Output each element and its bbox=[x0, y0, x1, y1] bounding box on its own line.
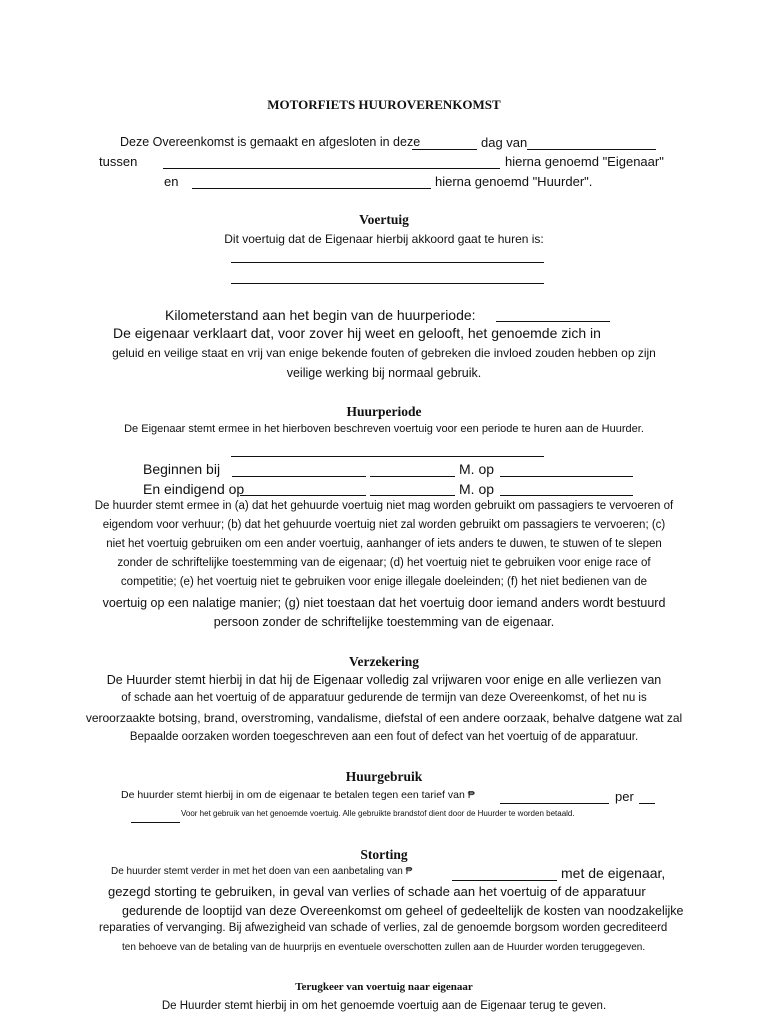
begin-date-blank[interactable] bbox=[232, 476, 366, 477]
document-title: MOTORFIETS HUUROVERENKOMST bbox=[267, 97, 501, 112]
section-heading-voertuig: Voertuig bbox=[359, 212, 409, 227]
day-blank[interactable] bbox=[412, 149, 477, 150]
end-time-blank[interactable] bbox=[370, 495, 455, 496]
section-heading-huurperiode: Huurperiode bbox=[346, 404, 422, 419]
intro-en: en bbox=[164, 174, 179, 189]
intro-line-1: Deze Overeenkomst is gemaakt en afgesloten in deze bbox=[120, 135, 421, 149]
verzekering-para-3: veroorzaakte botsing, brand, overstroming, vandalisme, diefstal of een andere oorzaak, behalve datgene wat zal bbox=[85, 711, 683, 725]
huurperiode-para-4: zonder de schriftelijke toestemming van de eigenaar; (d) het voertuig niet te gebruiken voor enige race of bbox=[117, 557, 651, 569]
huurperiode-para-5: competitie; (e) het voertuig niet te gebruiken voor enige illegale doeleinden; (f) het niet bedienen van de bbox=[120, 576, 648, 588]
owner-name-blank[interactable] bbox=[163, 168, 500, 169]
end-date-blank[interactable] bbox=[240, 495, 366, 496]
huurperiode-text: De Eigenaar stemt ermee in het hierboven beschreven voertuig voor een periode te huren aan de Huurder. bbox=[124, 423, 644, 435]
huurperiode-para-2: eigendom voor verhuur; (b) dat het gehuurde voertuig niet zal worden gebruikt om passagiers te vervoeren; (c) bbox=[102, 519, 666, 531]
km-blank[interactable] bbox=[496, 321, 610, 322]
section-heading-storting: Storting bbox=[360, 847, 408, 862]
verzekering-para-4: Bepaalde oorzaken worden toegeschreven aan een fout of defect van het voertuig of de apparatuur. bbox=[129, 731, 639, 743]
end-m-op: M. op bbox=[459, 481, 495, 497]
per-unit-blank-a[interactable] bbox=[639, 803, 655, 804]
huurperiode-para-1: De huurder stemt ermee in (a) dat het gehuurde voertuig niet mag worden gebruikt om passagiers te vervoeren of bbox=[94, 500, 674, 512]
intro-tussen: tussen bbox=[99, 154, 138, 169]
storting-para-3: gedurende de looptijd van deze Overeenkomst om geheel of gedeeltelijk de kosten van noodzakelijke bbox=[122, 904, 684, 918]
vehicle-blank-1[interactable] bbox=[231, 262, 544, 263]
intro-eigenaar: hierna genoemd "Eigenaar" bbox=[505, 154, 664, 169]
intro-huurder: hierna genoemd "Huurder". bbox=[435, 174, 593, 189]
km-label: Kilometerstand aan het begin van de huurperiode: bbox=[165, 307, 476, 323]
period-blank[interactable] bbox=[231, 456, 544, 457]
storting-para-2: gezegd storting te gebruiken, in geval van verlies of schade aan het voertuig of de apparatuur bbox=[108, 884, 646, 899]
huurperiode-para-7: persoon zonder de schriftelijke toestemming van de eigenaar. bbox=[213, 615, 555, 629]
deposit-blank[interactable] bbox=[452, 880, 557, 881]
section-heading-verzekering: Verzekering bbox=[349, 654, 419, 669]
voertuig-decl-2: geluid en veilige staat en vrij van enige bekende fouten of gebreken die invloed zouden hebben op zijn bbox=[112, 346, 656, 360]
vehicle-blank-2[interactable] bbox=[231, 283, 544, 284]
rate-blank[interactable] bbox=[500, 803, 609, 804]
end-on-blank[interactable] bbox=[500, 495, 633, 496]
begin-time-blank[interactable] bbox=[370, 476, 455, 477]
section-heading-huurgebruik: Huurgebruik bbox=[345, 769, 423, 784]
huurgebruik-para-1: De huurder stemt hierbij in om de eigenaar te betalen tegen een tarief van ₱ bbox=[121, 789, 475, 801]
month-blank[interactable] bbox=[527, 149, 656, 150]
huurgebruik-per: per bbox=[615, 789, 634, 804]
storting-para-1b: met de eigenaar, bbox=[561, 865, 666, 881]
huurperiode-para-3: niet het voertuig gebruiken om een ander voertuig, aanhanger of iets anders te duwen, te stuwen of te slepen bbox=[106, 538, 662, 550]
begin-m-op: M. op bbox=[459, 461, 495, 477]
begin-label: Beginnen bij bbox=[143, 461, 221, 477]
voertuig-decl-3: veilige werking bij normaal gebruik. bbox=[286, 366, 482, 380]
begin-on-blank[interactable] bbox=[500, 476, 633, 477]
voertuig-text: Dit voertuig dat de Eigenaar hierbij akkoord gaat te huren is: bbox=[224, 232, 544, 246]
section-heading-terugkeer: Terugkeer van voertuig naar eigenaar bbox=[295, 981, 473, 993]
intro-dag-van: dag van bbox=[481, 135, 528, 150]
terugkeer-para-1: De Huurder stemt hierbij in om het genoemde voertuig aan de Eigenaar terug te geven. bbox=[161, 1000, 607, 1012]
huurperiode-para-6: voertuig op een nalatige manier; (g) niet toestaan dat het voertuig door iemand anders wordt bestuurd bbox=[102, 596, 666, 610]
voertuig-decl-1: De eigenaar verklaart dat, voor zover hij weet en gelooft, het genoemde zich in bbox=[113, 325, 601, 341]
end-label: En eindigend op bbox=[143, 481, 245, 497]
storting-para-1: De huurder stemt verder in met het doen van een aanbetaling van ₱ bbox=[111, 866, 413, 877]
renter-name-blank[interactable] bbox=[192, 188, 431, 189]
per-unit-blank-b[interactable] bbox=[131, 822, 180, 823]
verzekering-para-2: of schade aan het voertuig of de apparatuur gedurende de termijn van deze Overeenkomst, of het nu is bbox=[121, 692, 647, 704]
huurgebruik-para-2: Voor het gebruik van het genoemde voertuig. Alle gebruikte brandstof dient door de Huurder te worden betaald. bbox=[181, 809, 575, 818]
verzekering-para-1: De Huurder stemt hierbij in dat hij de Eigenaar volledig zal vrijwaren voor enige en alle verliezen van bbox=[106, 673, 662, 687]
storting-para-5: ten behoeve van de betaling van de huurprijs en eventuele overschotten zullen aan de Huurder worden teruggegeven. bbox=[122, 942, 646, 953]
storting-para-4: reparaties of vervanging. Bij afwezigheid van schade of verlies, zal de genoemde borgsom worden gecrediteerd bbox=[99, 922, 668, 934]
